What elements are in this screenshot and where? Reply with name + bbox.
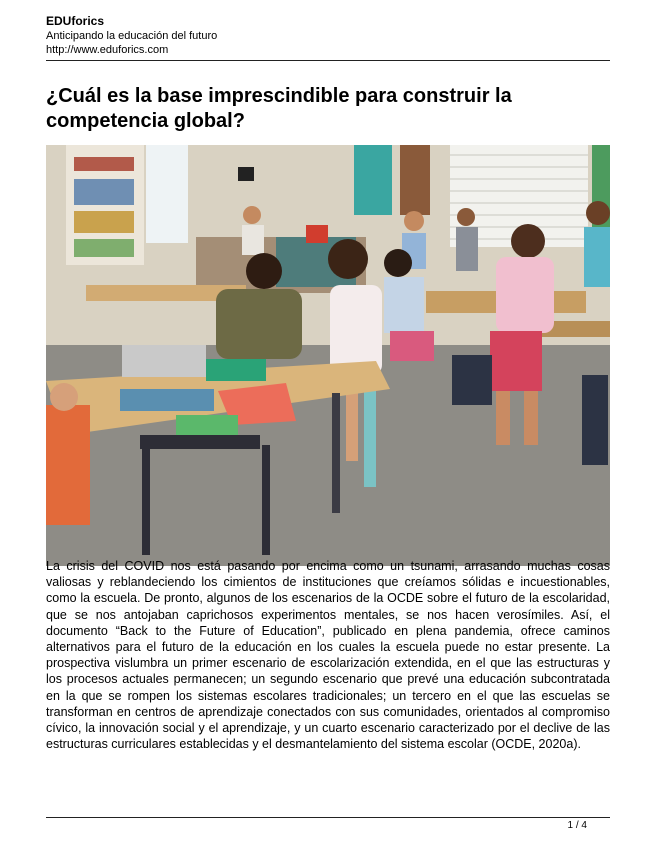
page-header [46, 14, 610, 57]
footer-divider [46, 817, 610, 818]
header-divider [46, 60, 610, 61]
site-name: EDUforics [46, 14, 105, 28]
page-number: 1 / 4 [567, 820, 587, 831]
site-url[interactable]: http://www.eduforics.com [46, 44, 169, 56]
site-tagline: Anticipando la educación del futuro [46, 30, 218, 42]
classroom-photo [46, 145, 610, 566]
article-body: La crisis del COVID nos está pasando por encima como un tsunami, arrasando muchas cosas valiosas y reblandeciendo los cimientos de instituciones que creíamos sólidas e incuestionables, como la escuela. De pronto, algunos de los escenarios de la OCDE sobre el futuro de la escolaridad, que se nos antojaban caprichosos experimentos mentales, se nos hacen verosímiles. Así, el documento “Back to the Future of Education”, publicado en plena pandemia, ofrece caminos alternativos para el futuro de la educación en los cuales la escuela puede no estar presente. La prospectiva vislumbra un primer escenario de escolarización extendida, en el que las estructuras y los procesos actuales permanecen; un segundo escenario que prevé una educación subcontratada en la que se rompen los sistemas escolares tradicionales; un tercero en el que las escuelas se transforman en centros de aprendizaje conectados con sus comunidades, orientados al compromiso cívico, la innovación social y el aprendizaje, y un cuarto escenario caracterizado por el declive de las estructuras curriculares establecidas y el desmantelamiento del sistema escolar (OCDE, 2020a). [46, 559, 610, 752]
article-title: ¿Cuál es la base imprescindible para construir la competencia global? [46, 85, 512, 132]
